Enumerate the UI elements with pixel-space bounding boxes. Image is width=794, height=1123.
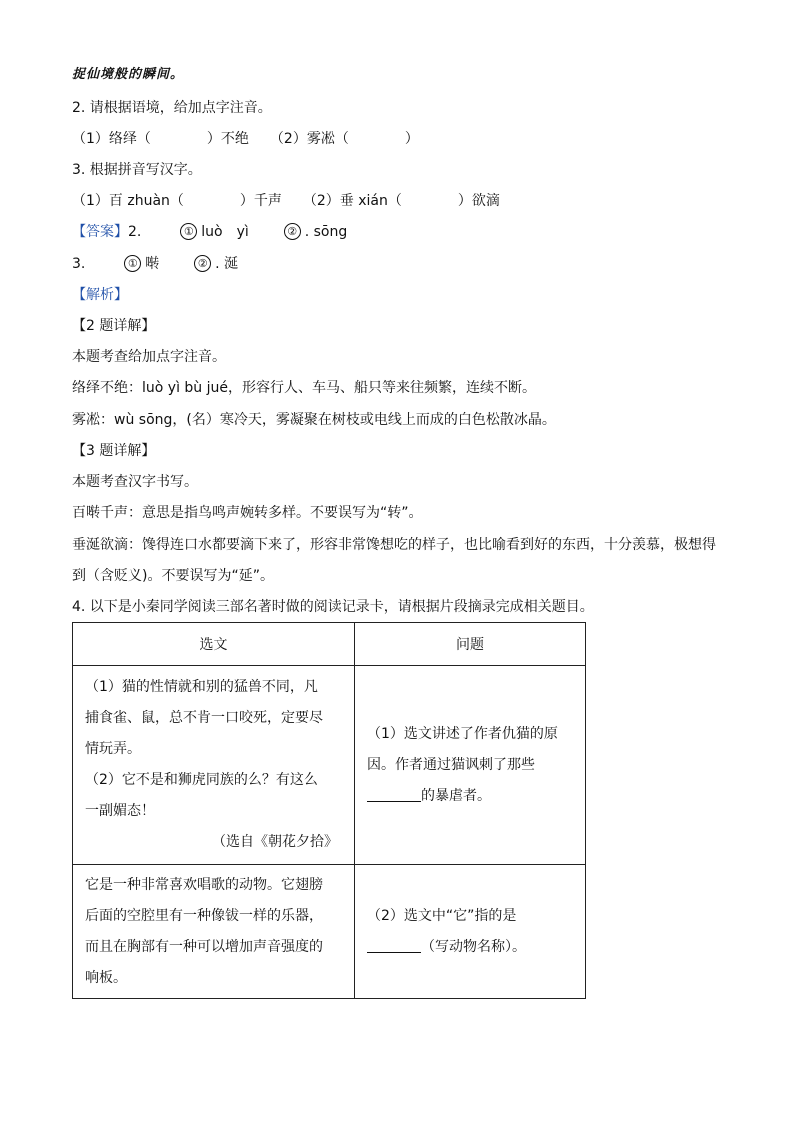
excerpt-cell-1 bbox=[73, 666, 355, 865]
reading-record-card bbox=[72, 622, 586, 999]
detail-3-line-3: 垂涎欲滴：馋得连口水都要滴下来了，形容非常馋想吃的样子，也比喻看到好的东西，十分羡慕，极想得 bbox=[72, 537, 716, 553]
table-row bbox=[73, 666, 586, 865]
excerpt-cell-2 bbox=[73, 865, 355, 999]
answer-line-3 bbox=[72, 254, 734, 274]
excerpt-2-line-3: 而且在胸部有一种可以增加声音强度的 bbox=[85, 938, 323, 955]
question-cell-2 bbox=[355, 865, 586, 999]
excerpt-2-line-1: 它是一种非常喜欢唱歌的动物。它翅膀 bbox=[85, 876, 323, 893]
detail-2-line-2: 络绎不绝：luò yì bù jué，形容行人、车马、船只等来往频繁，连续不断。 bbox=[72, 380, 536, 396]
circled-one-icon: ① bbox=[124, 255, 141, 272]
answer-blank bbox=[367, 787, 421, 802]
question-1-line-3-text: 的暴虐者。 bbox=[421, 787, 491, 804]
detail-3-title: 【3 题详解】 bbox=[72, 443, 156, 459]
table-header-row bbox=[73, 623, 586, 666]
excerpt-2-line-4: 响板。 bbox=[85, 969, 127, 986]
question-3-prompt: 3. 根据拼音写汉字。 bbox=[72, 162, 202, 178]
question-1-line-2: 因。作者通过猫讽刺了那些 bbox=[367, 756, 535, 773]
question-1-line-3 bbox=[367, 781, 573, 812]
excerpt-2-line-2: 后面的空腔里有一种像钹一样的乐器， bbox=[85, 907, 323, 924]
answer-2-1: luò yì bbox=[201, 224, 249, 240]
header-question: 问题 bbox=[355, 623, 586, 666]
answer-3-1: 啭 bbox=[145, 256, 160, 272]
excerpt-1-line-3: 情玩弄。 bbox=[85, 741, 141, 757]
previous-passage-continuation: 捉仙境般的瞬间。 bbox=[72, 67, 185, 82]
detail-2-line-3: 雾凇：wù sōng，(名）寒冷天，雾凝聚在树枝或电线上而成的白色松散冰晶。 bbox=[72, 412, 556, 428]
circled-two-icon: ② bbox=[284, 223, 301, 240]
analysis-tag: 【解析】 bbox=[72, 287, 128, 303]
circled-one-icon: ① bbox=[180, 223, 197, 240]
circled-two-icon: ② bbox=[194, 255, 211, 272]
excerpt-1-line-1: （1）猫的性情就和别的猛兽不同，凡 bbox=[85, 679, 318, 695]
answer-number: 2. bbox=[128, 224, 142, 240]
question-4-prompt: 4. 以下是小秦同学阅读三部名著时做的阅读记录卡，请根据片段摘录完成相关题目。 bbox=[72, 599, 594, 615]
question-cell-1 bbox=[355, 666, 586, 865]
excerpt-1-line-4: （2）它不是和狮虎同族的么？有这么 bbox=[85, 772, 318, 788]
question-2-line-2 bbox=[367, 932, 573, 963]
question-2-items: （1）络绎（ ）不绝 （2）雾凇（ ） bbox=[72, 131, 419, 147]
excerpt-1-source: （选自《朝花夕拾》 bbox=[212, 834, 338, 850]
detail-2-line-1: 本题考查给加点字注音。 bbox=[72, 349, 226, 365]
detail-3-line-1: 本题考查汉字书写。 bbox=[72, 474, 198, 490]
question-2-line-1: （2）选文中“它”指的是 bbox=[367, 907, 517, 924]
detail-3-line-2: 百啭千声：意思是指鸟鸣声婉转多样。不要误写为“转”。 bbox=[72, 505, 423, 521]
question-3-items: （1）百 zhuàn（ ）千声 （2）垂 xián（ ）欲滴 bbox=[72, 193, 500, 209]
question-2-prompt: 2. 请根据语境，给加点字注音。 bbox=[72, 100, 272, 116]
answer-2-2: . sōng bbox=[304, 224, 348, 240]
detail-3-line-4: 到（含贬义)。不要误写为“延”。 bbox=[72, 568, 274, 584]
answer-line-2 bbox=[72, 222, 734, 242]
question-2-line-2-text: （写动物名称）。 bbox=[421, 938, 526, 955]
excerpt-1-line-2: 捕食雀、鼠，总不肯一口咬死，定要尽 bbox=[85, 710, 323, 726]
detail-2-title: 【2 题详解】 bbox=[72, 318, 156, 334]
answer-tag: 【答案】 bbox=[72, 224, 128, 240]
answer-3-2: . 涎 bbox=[215, 256, 239, 272]
table-row bbox=[73, 865, 586, 999]
answer-3-number: 3. bbox=[72, 256, 86, 272]
header-excerpt: 选文 bbox=[73, 623, 355, 666]
excerpt-1-line-5: 一副媚态！ bbox=[85, 803, 155, 819]
answer-blank bbox=[367, 938, 421, 953]
question-1-line-1: （1）选文讲述了作者仇猫的原 bbox=[367, 725, 558, 742]
